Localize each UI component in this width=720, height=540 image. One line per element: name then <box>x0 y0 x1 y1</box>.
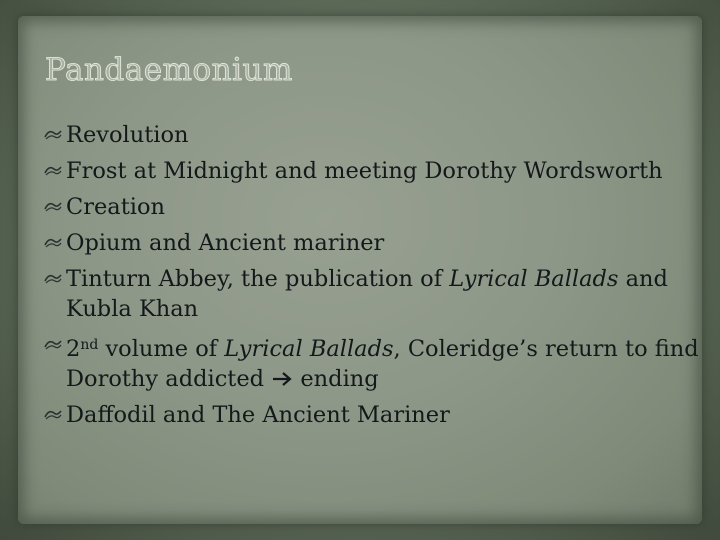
bullet-text: Daffodil and The Ancient Mariner <box>66 402 450 428</box>
bullet-text: Revolution <box>66 122 189 148</box>
italic-title: Lyrical Ballads <box>224 336 394 362</box>
bullet-text-part: , Coleridge’s return to find Dorothy addicted <box>66 336 699 392</box>
curled-bullet-icon <box>44 338 62 352</box>
slide-title: Pandaemonium <box>45 52 293 88</box>
curled-bullet-icon <box>44 236 62 250</box>
ordinal-suffix: nd <box>80 337 99 353</box>
curled-bullet-icon <box>44 272 62 286</box>
bullet-text: Opium and Ancient mariner <box>66 230 385 256</box>
bullet-item <box>44 264 704 324</box>
bullet-text-part: and Kubla Khan <box>66 266 668 322</box>
curled-bullet-icon <box>44 408 62 422</box>
curled-bullet-icon <box>44 200 62 214</box>
bullet-item <box>44 228 704 258</box>
bullet-text-part: ending <box>293 366 379 392</box>
bullet-item <box>44 330 704 394</box>
bullet-item <box>44 120 704 150</box>
bullet-item <box>44 192 704 222</box>
curled-bullet-icon <box>44 164 62 178</box>
bullet-list <box>44 120 704 436</box>
bullet-text-part: volume of <box>98 336 225 362</box>
italic-title: Lyrical Ballads <box>449 266 619 292</box>
bullet-item <box>44 156 704 186</box>
bullet-text: Creation <box>66 194 165 220</box>
right-arrow-icon <box>271 365 293 381</box>
bullet-text-part: Tinturn Abbey, the publication of <box>66 266 450 292</box>
curled-bullet-icon <box>44 128 62 142</box>
ordinal-number: 2 <box>66 336 81 362</box>
bullet-item <box>44 400 704 430</box>
bullet-text: Frost at Midnight and meeting Dorothy Wordsworth <box>66 158 663 184</box>
